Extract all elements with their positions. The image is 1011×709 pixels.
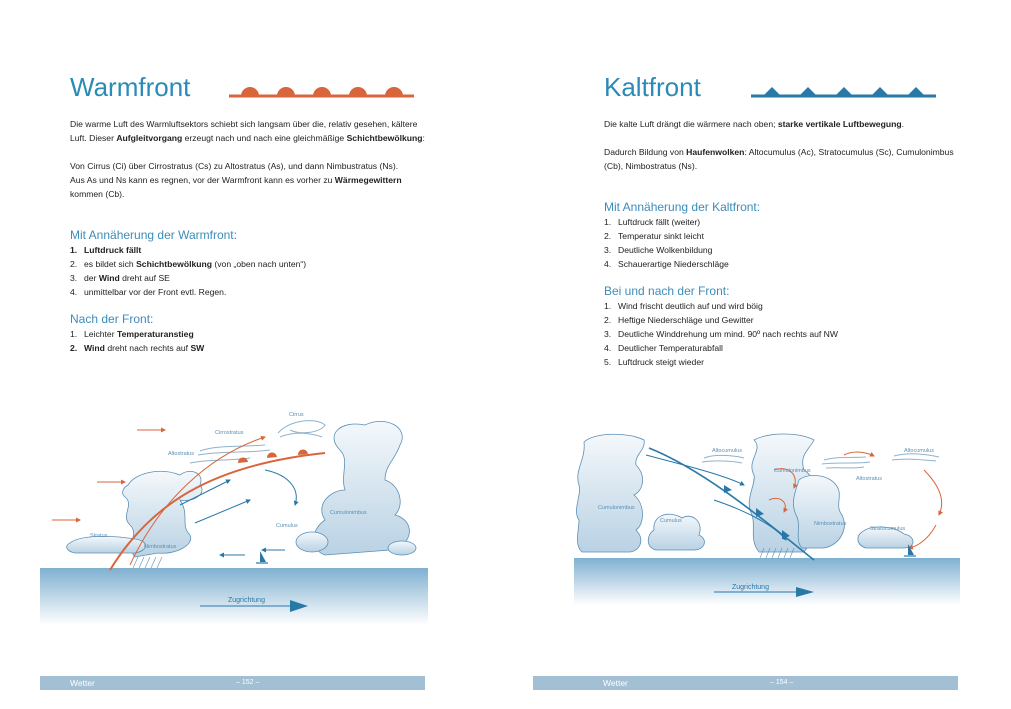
list-number: 1. [70, 329, 78, 339]
intro-part: : Altocumulus (Ac), Stratocumulus (Sc), Cumulonimbus (Cb), Nimbostratus (Ns). [604, 147, 954, 171]
list-number: 5. [604, 357, 612, 367]
approach-list [70, 243, 430, 299]
label-altocumulus-right: Altocumulus [904, 448, 934, 454]
label-cumulonimbus-left: Cumulonimbus [598, 505, 635, 511]
section-heading: Nach der Front: [70, 312, 154, 326]
list-text: dreht nach rechts auf [104, 343, 191, 353]
list-text: Wind frischt deutlich auf und wird böig [618, 301, 763, 311]
list-item [70, 257, 430, 271]
list-text: Deutliche Winddrehung um mind. 90º nach rechts auf NW [618, 329, 838, 339]
intro-part: . [901, 119, 904, 129]
list-text: der [84, 273, 99, 283]
list-number: 3. [604, 329, 612, 339]
intro-bold: Wärmegewittern [334, 175, 402, 185]
altostratus-cloud [822, 457, 870, 468]
list-number: 3. [70, 273, 78, 283]
list-number: 4. [604, 259, 612, 269]
list-item [70, 243, 430, 257]
intro-text [604, 117, 969, 173]
nimbostratus-cloud [67, 471, 202, 557]
sea-surface [574, 558, 960, 605]
list-bold: Schichtbewölkung [136, 259, 212, 269]
altocumulus-cloud [702, 454, 939, 463]
list-number: 2. [70, 259, 78, 269]
intro-part: kommen (Cb). [70, 189, 125, 199]
intro-part: erzeugt nach und nach eine gleichmäßige [182, 133, 347, 143]
page-title: Kaltfront [604, 72, 701, 102]
list-text: Deutliche Wolkenbildung [618, 245, 713, 255]
footer-label: Wetter [603, 678, 628, 688]
label-nimbostratus: Nimbostratus [144, 544, 177, 550]
label-altocumulus: Altocumulus [712, 448, 742, 454]
list-item [604, 215, 964, 229]
list-text: (von „oben nach unten“) [212, 259, 307, 269]
intro-bold: Aufgleitvorgang [116, 133, 183, 143]
label-cumulus: Cumulus [660, 518, 682, 524]
cumulonimbus-cloud [296, 421, 416, 555]
label-cirrus: Cirrus [289, 412, 304, 418]
intro-bold: Schichtbewölkung [346, 133, 423, 143]
footer-label: Wetter [70, 678, 95, 688]
list-number: 2. [604, 315, 612, 325]
intro-part: : [422, 133, 425, 143]
intro-part: Aus As und Ns kann es regnen, vor der Warmfront kann es vorher zu [70, 175, 335, 185]
label-stratocumulus: Stratocumulus [870, 526, 906, 532]
list-bold: Luftdruck fällt [84, 245, 142, 255]
list-text: Temperatur sinkt leicht [618, 231, 704, 241]
kaltfront-diagram [574, 430, 960, 605]
after-list [604, 299, 964, 369]
list-number: 2. [70, 343, 78, 353]
list-item [604, 243, 964, 257]
list-text: Deutlicher Temperaturabfall [618, 343, 723, 353]
section-heading: Mit Annäherung der Kaltfront: [604, 200, 761, 214]
list-text: es bildet sich [84, 259, 137, 269]
list-number: 4. [70, 287, 78, 297]
list-text: Heftige Niederschläge und Gewitter [618, 315, 754, 325]
intro-part: Die kalte Luft drängt die wärmere nach oben; [604, 119, 778, 129]
section-heading: Mit Annäherung der Warmfront: [70, 228, 237, 242]
list-item [70, 271, 430, 285]
label-zugrichtung: Zugrichtung [228, 597, 265, 604]
list-number: 1. [604, 217, 612, 227]
list-number: 1. [604, 301, 612, 311]
list-item [70, 285, 430, 299]
label-cumulonimbus-top: Cumulonimbus [774, 468, 811, 474]
list-item [70, 327, 430, 341]
page-title: Warmfront [70, 72, 191, 102]
intro-bold: Haufenwolken [686, 147, 745, 157]
cold-front-symbol-icon [751, 84, 936, 100]
list-item [604, 341, 964, 355]
list-text: Leichter [84, 329, 117, 339]
label-cirrostratus: Cirrostratus [215, 430, 244, 436]
list-text: unmittelbar vor der Front evtl. Regen. [84, 287, 227, 297]
list-text: Luftdruck fällt (weiter) [618, 217, 701, 227]
list-item [604, 313, 964, 327]
intro-bold: starke vertikale Luftbewegung [777, 119, 902, 129]
intro-part: Dadurch Bildung von [604, 147, 687, 157]
list-number: 2. [604, 231, 612, 241]
intro-part: Von Cirrus (Ci) über Cirrostratus (Cs) zu Altostratus (As), und dann Nimbustratus (Ns). [70, 161, 399, 171]
list-bold: SW [190, 343, 205, 353]
list-item [604, 299, 964, 313]
list-text: dreht auf SE [119, 273, 170, 283]
approach-list [604, 215, 964, 271]
label-nimbostratus: Nimbostratus [814, 521, 847, 527]
list-text: Luftdruck steigt wieder [618, 357, 704, 367]
section-heading: Bei und nach der Front: [604, 284, 730, 298]
list-number: 1. [70, 245, 78, 255]
label-cumulus: Cumulus [276, 523, 298, 529]
list-item [604, 355, 964, 369]
list-item [70, 341, 430, 355]
sailboat-icon [256, 551, 268, 563]
list-text: Schauerartige Niederschläge [618, 259, 729, 269]
label-zugrichtung: Zugrichtung [732, 584, 769, 591]
label-altostratus: Altostratus [168, 451, 194, 457]
list-number: 3. [604, 245, 612, 255]
intro-part: Die warme Luft des Warmluftsektors schiebt sich langsam über die, relativ gesehen, kältere Luft. Dieser [70, 119, 418, 143]
warmfront-diagram [40, 405, 430, 625]
list-item [604, 229, 964, 243]
list-item [604, 327, 964, 341]
cirrostratus-cloud [190, 445, 270, 463]
page-number: – 152 – [236, 679, 260, 686]
warm-front-symbol-icon [229, 84, 414, 100]
cirrus-cloud [278, 421, 325, 437]
footer-bar [533, 676, 958, 690]
intro-text [70, 117, 435, 201]
after-list [70, 327, 430, 355]
list-bold: Wind [98, 273, 120, 283]
list-bold: Temperaturanstieg [116, 329, 194, 339]
footer-bar [40, 676, 425, 690]
page-number: – 154 – [770, 679, 794, 686]
cumulonimbus-cloud [576, 434, 644, 552]
nimbostratus-cloud [793, 475, 844, 548]
label-altostratus: Altostratus [856, 476, 882, 482]
list-bold: Wind [84, 343, 105, 353]
label-cumulonimbus: Cumulonimbus [330, 510, 367, 516]
list-number: 4. [604, 343, 612, 353]
list-item [604, 257, 964, 271]
label-stratus: Stratus [90, 533, 108, 539]
rain-icon [133, 557, 162, 568]
